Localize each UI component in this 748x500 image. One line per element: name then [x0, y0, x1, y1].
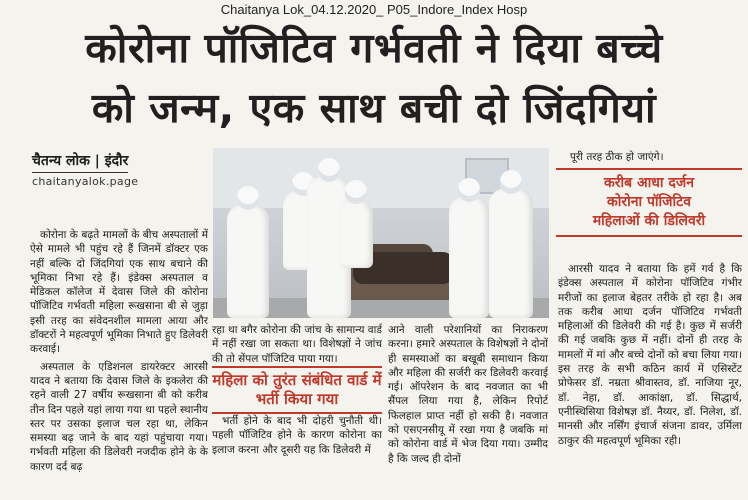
brand-name: चैतन्य लोक | इंदौर — [32, 151, 128, 173]
page-caption: Chaitanya Lok_04.12.2020_ P05_Indore_Index Hosp — [220, 2, 528, 17]
photo-doctor — [339, 198, 373, 268]
paragraph: भर्ती होने के बाद भी दोहरी चुनौती थी। पहली पॉजिटिव होने के कारण कोरोना का इलाज करना और दूसरी यह कि डिलेवरी में — [212, 415, 382, 456]
photo-doctor — [449, 196, 489, 318]
site-url: chaitanyalok.page — [32, 175, 139, 188]
article-column-2-bottom — [212, 414, 382, 494]
article-column-2-top — [212, 323, 382, 367]
side-heading-line: करीब आधा दर्जन — [604, 175, 694, 191]
paragraph: पूरी तरह ठीक हो जाएंगे। — [570, 151, 664, 163]
paragraph: कोरोना के बढ़ते मामलों के बीच अस्पतालों में ऐसे मामले भी पहुंच रहे हैं जिनमें डॉक्टर एक नहीं बल्कि दो जिंदगियां एक साथ बचाने की भूमिका निभा रहे हैं। इंडेक्स अस्पताल व मेडिकल कॉलेज में देवास जिले की कोरोना पॉजिटिव गर्भवती महिला रूखसाना बी से जुड़ा इसी तरह का संवेदनशील मामला आया और डॉक्टरों ने महत्वपूर्ण भूमिका निभाते हुए डिलेवरी करवाई। — [30, 229, 208, 356]
photo-doctor — [227, 204, 269, 318]
paragraph: अस्पताल के एडिशनल डायरेक्टर आरसी यादव ने बताया कि देवास जिले के इकलेरा की रहने वाली 27 वर्षीय रूखसाना बी को करीब तीन दिन पहले यहां लाया गया था पहले स्थानीय स्तर पर उसका इलाज चल रहा था, लेकिन समस्या बढ़ जाने के बाद यहां पहुंचाया गया। गर्भवती महिला की डिलेवरी नजदीक होने के के कारण दर्द बढ़ — [30, 360, 208, 473]
article-column-3 — [388, 323, 548, 493]
article-column-4-top — [560, 150, 740, 166]
subheading: महिला को तुरंत संबंधित वार्ड में भर्ती किया गया — [212, 366, 382, 414]
paragraph: आने वाली परेशानियों का निराकरण करना। हमारे अस्पताल के विशेषज्ञों ने दोनों ही समस्याओं का बखूबी समाधान किया और महिला की सर्जरी कर डिलेवरी करवाई गई। ऑपरेशन के बाद नवजात का भी सैंपल लिया गया है, लेकिन रिपोर्ट फिलहाल प्राप्त नहीं हो सकी है। नवजात को एसएनसीयू में रखा गया है जबकि मां को कोरोना वार्ड में भेज दिया गया। उम्मीद है कि जल्द ही दोनों — [388, 324, 548, 465]
side-heading-line: कोरोना पॉजिटिव — [606, 194, 692, 210]
news-photo — [213, 148, 549, 318]
paragraph: आरसी यादव ने बताया कि हमें गर्व है कि इंडेक्स अस्पताल में कोरोना पॉजिटिव गंभीर मरीजों का इलाज बेहतर तरीके हो रहा है। अब तक करीब आधा दर्जन पॉजिटिव गर्भवती महिलाओं की डिलेवरी की गई है। कुछ में सर्जरी की गई जबकि कुछ में नहीं। दोनों ही तरह के मामलों में मां और बच्चे दोनों को बचा लिया गया। इस तरह के सभी कठिन कार्य में एसिस्टेंट प्रोफेसर डॉ. नम्रता श्रीवास्तव, डॉ. नाजिया नूर, डॉ. नेहा, डॉ. आकांक्षा, डॉ. सिद्धार्थ, एनीस्थिसिया विशेषज्ञ डॉ. नैय्यर, डॉ. निलेश, डॉ. मानसी और नर्सिंग इंचार्ज संजना डावर, उर्मिला ठाकुर की महत्वपूर्ण भूमिका रही। — [558, 263, 742, 447]
paragraph: रहा था बगैर कोरोना की जांच के सामान्य वार्ड में नहीं रखा जा सकता था। विशेषज्ञों ने जांच की तो सेंपल पॉजिटिव पाया गया। — [212, 324, 382, 365]
photo-doctor — [489, 188, 533, 318]
headline-line-1: कोरोना पॉजिटिव गर्भवती ने दिया बच्चे — [85, 24, 663, 72]
side-heading-box — [556, 168, 742, 237]
headline-line-2: को जन्म, एक साथ बची दो जिंदगियां — [91, 84, 657, 132]
article-column-4 — [558, 262, 742, 494]
article-column-1 — [30, 228, 208, 490]
side-heading-line: महिलाओं की डिलिवरी — [592, 213, 706, 229]
masthead — [32, 150, 202, 188]
